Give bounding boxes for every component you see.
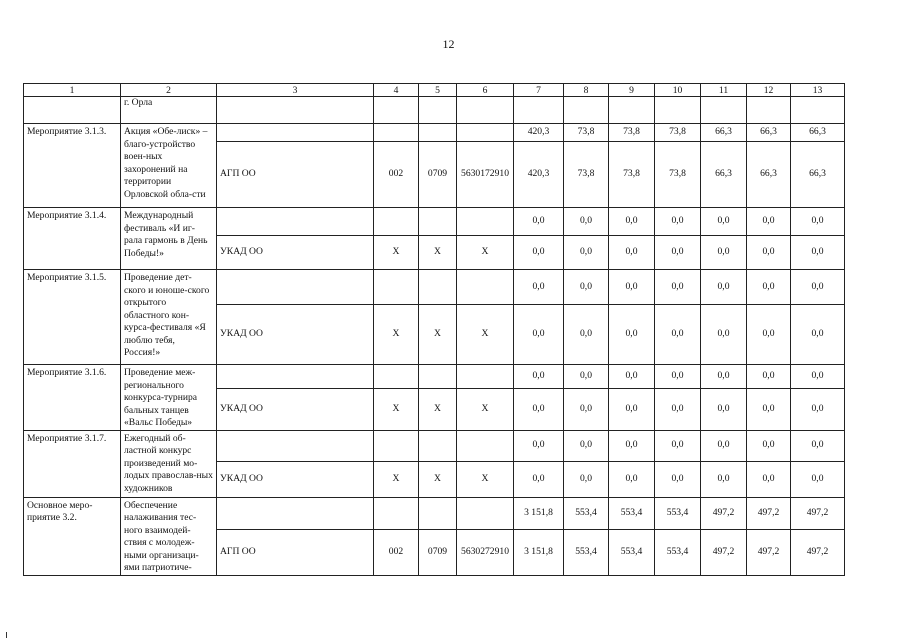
amount-cell: 3 151,8 xyxy=(514,529,564,575)
amount-cell: 0,0 xyxy=(791,365,845,389)
measure-title: Международный фестиваль «И иг-рала гармонь в День Победы!» xyxy=(121,208,217,270)
amount-cell: 73,8 xyxy=(564,142,609,208)
rzpr-cell: Х xyxy=(419,305,457,365)
measure-title: Проведение дет-ского и юноше-ского открытого областного кон-курса-фестиваля «Я люблю тебя, Россия!» xyxy=(121,270,217,365)
amount-cell: 0,0 xyxy=(655,236,701,270)
amount-cell: 0,0 xyxy=(655,430,701,461)
amount-cell: 73,8 xyxy=(655,124,701,142)
amount-cell: 0,0 xyxy=(655,365,701,389)
amount-cell: 0,0 xyxy=(701,236,747,270)
amount-cell: 0,0 xyxy=(791,270,845,305)
edge-mark xyxy=(6,632,7,638)
amount-cell: 0,0 xyxy=(564,365,609,389)
amount-cell: 0,0 xyxy=(564,270,609,305)
amount-cell: 0,0 xyxy=(791,208,845,236)
amount-cell: 0,0 xyxy=(655,461,701,497)
grbs-cell: Х xyxy=(374,305,419,365)
amount-cell: 0,0 xyxy=(609,236,655,270)
amount-cell: 0,0 xyxy=(564,389,609,430)
measure-code: Мероприятие 3.1.7. xyxy=(24,430,121,497)
amount-cell: 0,0 xyxy=(701,365,747,389)
column-number: 3 xyxy=(217,84,374,97)
amount-cell: 497,2 xyxy=(791,497,845,529)
amount-cell: 497,2 xyxy=(747,497,791,529)
executor-cell: УКАД ОО xyxy=(217,236,374,270)
amount-cell: 73,8 xyxy=(564,124,609,142)
rzpr-cell: 0709 xyxy=(419,142,457,208)
amount-cell: 0,0 xyxy=(514,270,564,305)
amount-cell: 0,0 xyxy=(701,270,747,305)
amount-cell: 73,8 xyxy=(655,142,701,208)
executor-cell: АГП ОО xyxy=(217,142,374,208)
executor-cell: УКАД ОО xyxy=(217,389,374,430)
measure-total-row xyxy=(24,208,845,236)
measure-total-row xyxy=(24,270,845,305)
measure-code: Мероприятие 3.1.4. xyxy=(24,208,121,270)
amount-cell: 0,0 xyxy=(655,208,701,236)
executor-cell: АГП ОО xyxy=(217,529,374,575)
amount-cell: 0,0 xyxy=(701,461,747,497)
executor-cell: УКАД ОО xyxy=(217,305,374,365)
grbs-cell: Х xyxy=(374,461,419,497)
amount-cell: 497,2 xyxy=(747,529,791,575)
grbs-cell: Х xyxy=(374,236,419,270)
amount-cell: 0,0 xyxy=(747,461,791,497)
amount-cell: 0,0 xyxy=(564,430,609,461)
amount-cell: 0,0 xyxy=(609,208,655,236)
amount-cell: 0,0 xyxy=(655,270,701,305)
amount-cell: 0,0 xyxy=(747,208,791,236)
amount-cell: 553,4 xyxy=(564,497,609,529)
rzpr-cell: Х xyxy=(419,389,457,430)
measure-total-row xyxy=(24,497,845,529)
amount-cell: 0,0 xyxy=(609,461,655,497)
budget-table xyxy=(23,83,845,576)
amount-cell: 66,3 xyxy=(701,142,747,208)
column-number: 13 xyxy=(791,84,845,97)
measure-title: Проведение меж-регионального конкурса-турнира бальных танцев «Вальс Победы» xyxy=(121,365,217,431)
amount-cell: 0,0 xyxy=(564,461,609,497)
column-number: 10 xyxy=(655,84,701,97)
amount-cell: 0,0 xyxy=(791,305,845,365)
amount-cell: 3 151,8 xyxy=(514,497,564,529)
amount-cell: 66,3 xyxy=(747,124,791,142)
column-number: 1 xyxy=(24,84,121,97)
measure-title: Обеспечение налаживания тес-ного взаимодей-ствия с молодеж-ными организаци-ями патриотиче- xyxy=(121,497,217,575)
amount-cell: 497,2 xyxy=(701,497,747,529)
column-number: 2 xyxy=(121,84,217,97)
csr-cell: Х xyxy=(457,461,514,497)
csr-cell: 5630172910 xyxy=(457,142,514,208)
column-number: 9 xyxy=(609,84,655,97)
table-body xyxy=(24,84,845,576)
csr-cell: Х xyxy=(457,389,514,430)
grbs-cell: 002 xyxy=(374,529,419,575)
rzpr-cell: Х xyxy=(419,461,457,497)
amount-cell: 0,0 xyxy=(791,389,845,430)
amount-cell: 0,0 xyxy=(609,305,655,365)
measure-code: Мероприятие 3.1.6. xyxy=(24,365,121,431)
column-number: 5 xyxy=(419,84,457,97)
amount-cell: 0,0 xyxy=(514,461,564,497)
amount-cell: 497,2 xyxy=(701,529,747,575)
rzpr-cell: Х xyxy=(419,236,457,270)
amount-cell: 553,4 xyxy=(655,529,701,575)
amount-cell: 0,0 xyxy=(701,305,747,365)
amount-cell: 0,0 xyxy=(747,270,791,305)
measure-total-row xyxy=(24,124,845,142)
amount-cell: 0,0 xyxy=(609,389,655,430)
amount-cell: 0,0 xyxy=(514,430,564,461)
amount-cell: 0,0 xyxy=(514,305,564,365)
amount-cell: 0,0 xyxy=(791,461,845,497)
amount-cell: 497,2 xyxy=(791,529,845,575)
amount-cell: 66,3 xyxy=(701,124,747,142)
amount-cell: 0,0 xyxy=(791,430,845,461)
amount-cell: 0,0 xyxy=(514,365,564,389)
amount-cell: 0,0 xyxy=(514,389,564,430)
measure-total-row xyxy=(24,430,845,461)
column-number: 11 xyxy=(701,84,747,97)
amount-cell: 0,0 xyxy=(564,305,609,365)
csr-cell: Х xyxy=(457,305,514,365)
csr-cell: 5630272910 xyxy=(457,529,514,575)
csr-cell: Х xyxy=(457,236,514,270)
column-number: 6 xyxy=(457,84,514,97)
amount-cell: 553,4 xyxy=(609,529,655,575)
amount-cell: 0,0 xyxy=(609,430,655,461)
amount-cell: 0,0 xyxy=(701,430,747,461)
grbs-cell: 002 xyxy=(374,142,419,208)
amount-cell: 0,0 xyxy=(655,305,701,365)
continuation-row xyxy=(24,97,845,124)
column-number: 7 xyxy=(514,84,564,97)
amount-cell: 73,8 xyxy=(609,142,655,208)
measure-code: Мероприятие 3.1.3. xyxy=(24,124,121,208)
amount-cell: 0,0 xyxy=(701,389,747,430)
amount-cell: 553,4 xyxy=(609,497,655,529)
continuation-text: г. Орла xyxy=(121,97,217,124)
amount-cell: 0,0 xyxy=(514,208,564,236)
amount-cell: 0,0 xyxy=(609,270,655,305)
amount-cell: 0,0 xyxy=(564,208,609,236)
measure-title: Акция «Обе-лиск» – благо-устройство воен-ных захоронений на территории Орловской обла-сти xyxy=(121,124,217,208)
amount-cell: 0,0 xyxy=(791,236,845,270)
amount-cell: 0,0 xyxy=(747,236,791,270)
amount-cell: 66,3 xyxy=(791,124,845,142)
measure-code: Основное меро-приятие 3.2. xyxy=(24,497,121,575)
amount-cell: 553,4 xyxy=(564,529,609,575)
amount-cell: 0,0 xyxy=(747,389,791,430)
amount-cell: 553,4 xyxy=(655,497,701,529)
measure-code: Мероприятие 3.1.5. xyxy=(24,270,121,365)
amount-cell: 0,0 xyxy=(655,389,701,430)
amount-cell: 0,0 xyxy=(701,208,747,236)
column-number-row xyxy=(24,84,845,97)
column-number: 12 xyxy=(747,84,791,97)
measure-title: Ежегодный об-ластной конкурс произведений мо-лодых православ-ных художников xyxy=(121,430,217,497)
amount-cell: 420,3 xyxy=(514,142,564,208)
amount-cell: 420,3 xyxy=(514,124,564,142)
rzpr-cell: 0709 xyxy=(419,529,457,575)
amount-cell: 66,3 xyxy=(791,142,845,208)
amount-cell: 0,0 xyxy=(514,236,564,270)
amount-cell: 0,0 xyxy=(564,236,609,270)
amount-cell: 66,3 xyxy=(747,142,791,208)
amount-cell: 0,0 xyxy=(747,365,791,389)
column-number: 4 xyxy=(374,84,419,97)
amount-cell: 0,0 xyxy=(609,365,655,389)
column-number: 8 xyxy=(564,84,609,97)
amount-cell: 0,0 xyxy=(747,430,791,461)
amount-cell: 73,8 xyxy=(609,124,655,142)
measure-total-row xyxy=(24,365,845,389)
grbs-cell: Х xyxy=(374,389,419,430)
amount-cell: 0,0 xyxy=(747,305,791,365)
executor-cell: УКАД ОО xyxy=(217,461,374,497)
page-number: 12 xyxy=(442,37,455,51)
